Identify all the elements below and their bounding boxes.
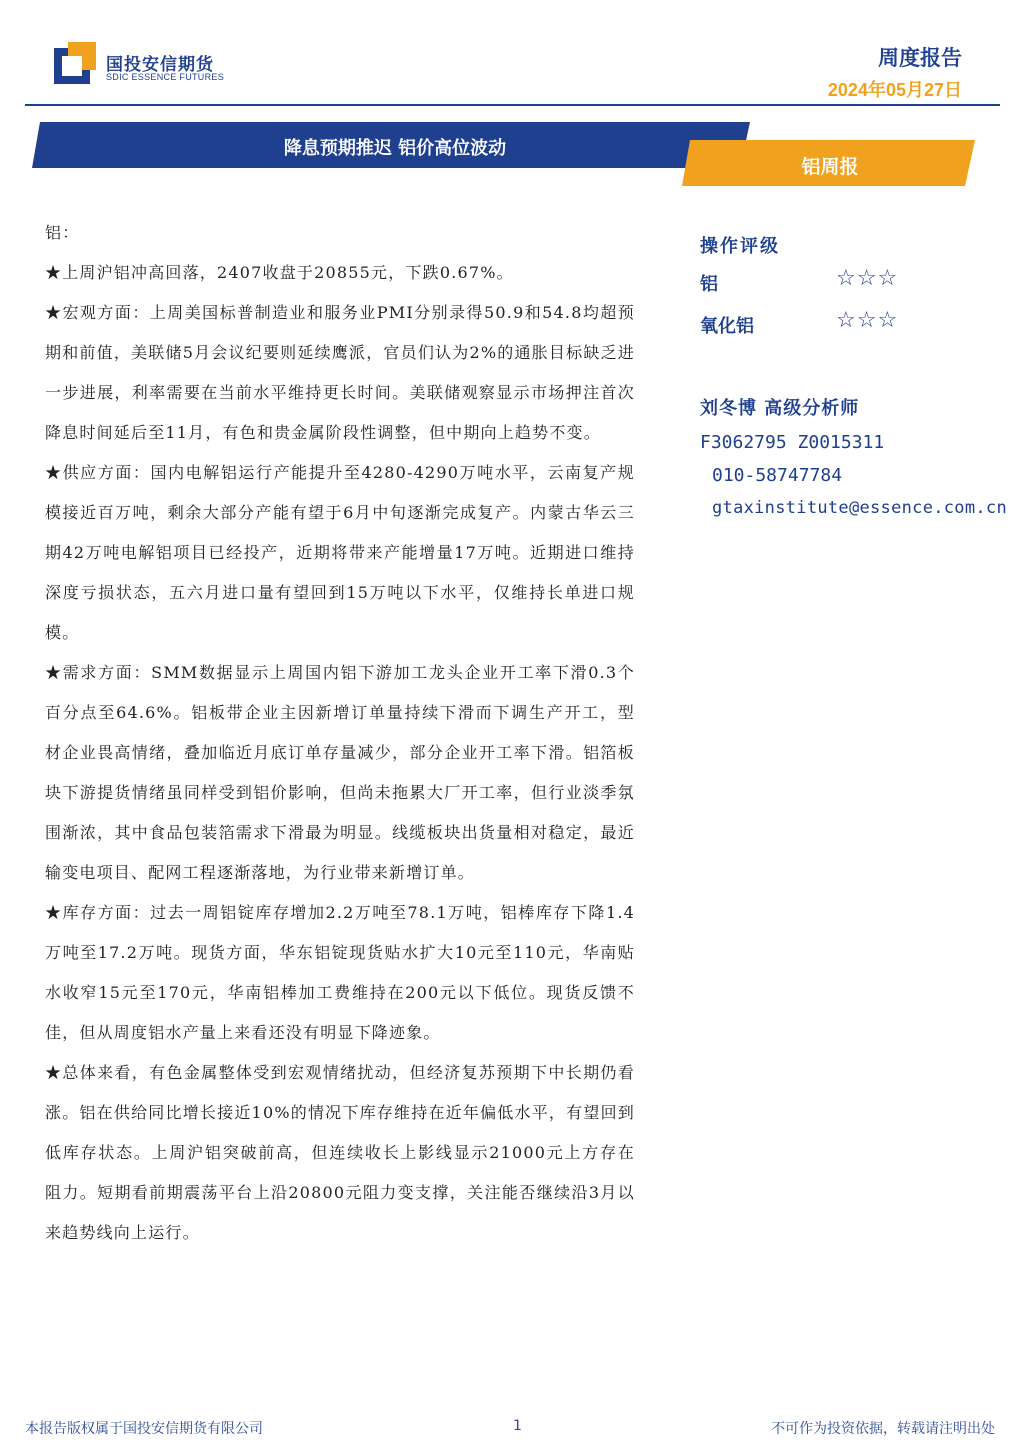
body-paragraph-supply: ★供应方面：国内电解铝运行产能提升至4280-4290万吨水平，云南复产规模接近百万吨，剩余大部分产能有望于6月中旬逐渐完成复产。内蒙古华云三期42万吨电解铝项目已经投产，近期将带来产能增量17万吨。近期进口维持深度亏损状态，五六月进口量有望回到15万吨以下水平，仅维持长单进口规模。: [45, 463, 635, 642]
analyst-name: 刘冬博 高级分析师: [700, 398, 860, 419]
body-paragraph-inventory: ★库存方面：过去一周铝锭库存增加2.2万吨至78.1万吨，铝棒库存下降1.4万吨至17.2万吨。现货方面，华东铝锭现货贴水扩大10元至110元，华南贴水收窄15元至170元，华南铝棒加工费维持在200元以下低位。现货反馈不佳，但从周度铝水产量上来看还没有明显下降迹象。: [45, 903, 635, 1042]
logo-text-cn: 国投安信期货: [106, 55, 214, 75]
footer-copyright: 本报告版权属于国投安信期货有限公司: [25, 1421, 263, 1437]
header-divider: [25, 104, 1000, 106]
body-paragraph-demand: ★需求方面：SMM数据显示上周国内铝下游加工龙头企业开工率下滑0.3个百分点至64.6%。铝板带企业主因新增订单量持续下滑而下调生产开工，型材企业畏高情绪，叠加临近月底订单存量减少，部分企业开工率下滑。铝箔板块下游提货情绪虽同样受到铝价影响，但尚未拖累大厂开工率，但行业淡季氛围渐浓，其中食品包装箔需求下滑最为明显。线缆板块出货量相对稳定，最近输变电项目、配网工程逐渐落地，为行业带来新增订单。: [45, 663, 635, 882]
logo-mark-icon: [54, 42, 96, 84]
sidebar: [700, 232, 1020, 518]
body-paragraph-market-review: ★上周沪铝冲高回落，2407收盘于20855元，下跌0.67%。: [45, 263, 514, 282]
report-body: [45, 213, 635, 1253]
rating-stars-icon: ☆☆☆: [836, 308, 899, 333]
report-date: 2024年05月27日: [827, 80, 962, 100]
analyst-phone: 010-58747784: [712, 465, 843, 486]
body-paragraph-macro: ★宏观方面：上周美国标普制造业和服务业PMI分别录得50.9和54.8均超预期和前值，美联储5月会议纪要则延续鹰派，官员们认为2%的通胀目标缺乏进一步进展，利率需要在当前水平维持更长时间。美联储观察显示市场押注首次降息时间延后至11月，有色和贵金属阶段性调整，但中期向上趋势不变。: [45, 303, 635, 442]
analyst-license: F3062795 Z0015311: [700, 432, 885, 453]
footer-disclaimer: 不可作为投资依据，转载请注明出处: [771, 1421, 995, 1437]
rating-name: 铝: [700, 274, 718, 295]
company-logo: [54, 40, 234, 86]
analyst-email[interactable]: gtaxinstitute@essence.com.cn: [712, 498, 1007, 518]
rating-row: [700, 308, 1020, 342]
rating-row: [700, 266, 1020, 300]
report-category-tag: 铝周报: [801, 156, 859, 178]
body-paragraph-summary: ★总体来看，有色金属整体受到宏观情绪扰动，但经济复苏预期下中长期仍看涨。铝在供给同比增长接近10%的情况下库存维持在近年偏低水平，有望回到低库存状态。上周沪铝突破前高，但连续收长上影线显示21000元上方存在阻力。短期看前期震荡平台上沿20800元阻力变支撑，关注能否继续沿3月以来趋势线向上运行。: [45, 1063, 635, 1242]
report-type: 周度报告: [878, 46, 962, 70]
body-paragraph-section-label: 铝：: [45, 223, 80, 242]
footer-page-number: 1: [513, 1418, 522, 1434]
logo-text-en: SDIC ESSENCE FUTURES: [106, 72, 225, 82]
rating-name: 氧化铝: [700, 316, 754, 337]
rating-stars-icon: ☆☆☆: [836, 266, 899, 291]
report-headline: 降息预期推迟 铝价高位波动: [283, 138, 507, 159]
rating-heading: 操作评级: [700, 236, 780, 257]
